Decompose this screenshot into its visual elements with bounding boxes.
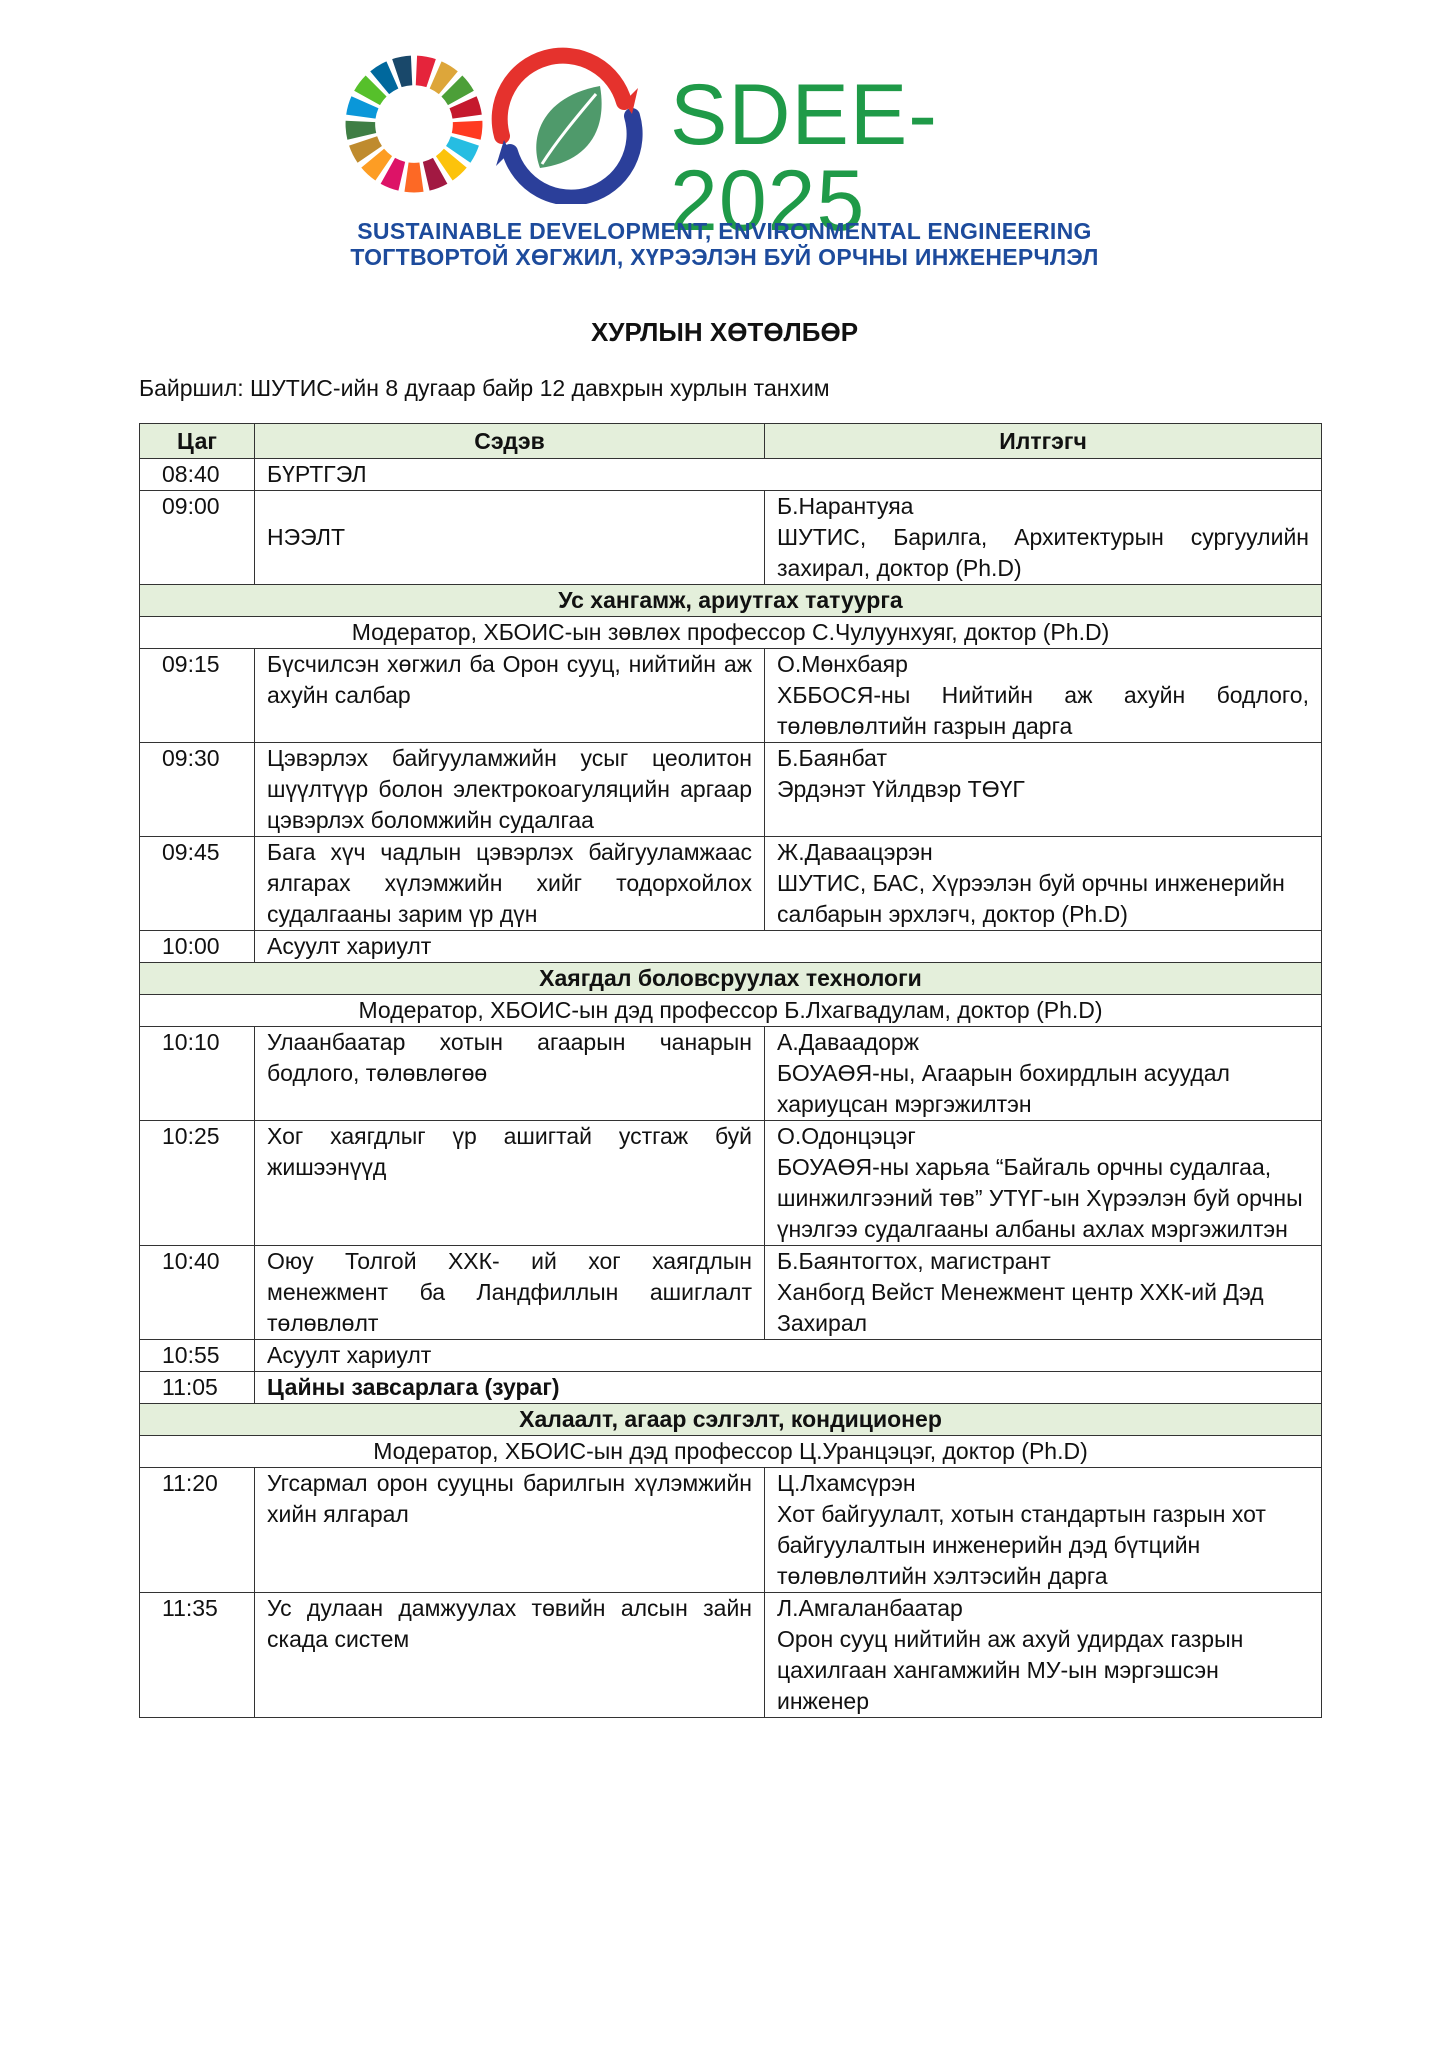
topic-cell: Хог хаягдлыг үр ашигтай устгаж буй жишээнүүд: [255, 1121, 765, 1246]
moderator-row: [140, 1436, 1322, 1468]
topic-cell: Угсармал орон сууцны барилгын хүлэмжийн хийн ялгарал: [255, 1468, 765, 1593]
talk-row: [140, 1593, 1322, 1718]
topic-cell: НЭЭЛТ: [255, 491, 765, 585]
time-cell: 10:10: [140, 1027, 255, 1121]
time-cell: 10:25: [140, 1121, 255, 1246]
speaker-name: Б.Нарантуяа: [777, 493, 914, 519]
brand-title: SDEE-2025: [670, 67, 938, 249]
tagline-english: SUSTAINABLE DEVELOPMENT, ENVIRONMENTAL ENGINEERING: [357, 218, 1092, 244]
speaker-name: А.Даваадорж: [777, 1029, 920, 1055]
talk-row: [140, 1027, 1322, 1121]
speaker-name: Л.Амгаланбаатар: [777, 1595, 963, 1621]
time-cell: 10:55: [140, 1340, 255, 1372]
sdg-wheel-segment: [346, 121, 377, 140]
topic-cell: Оюу Толгой ХХК- ий хог хаягдлын менежмент ба Ландфиллын ашиглалт төлөвлөлт: [255, 1246, 765, 1340]
column-header-topic: Сэдэв: [255, 424, 765, 459]
speaker-name: Ц.Лхамсүрэн: [777, 1470, 916, 1496]
opening-row: [140, 491, 1322, 585]
talk-row: [140, 1121, 1322, 1246]
sdg-wheel-segment: [404, 162, 423, 192]
topic-cell: БҮРТГЭЛ: [255, 459, 1322, 491]
time-cell: 09:30: [140, 743, 255, 837]
leaf-hands-icon: [482, 44, 650, 204]
speaker-cell: [765, 649, 1322, 743]
session-title-row: [140, 1404, 1322, 1436]
speaker-cell: [765, 1593, 1322, 1718]
topic-cell: Цэвэрлэх байгууламжийн усыг цеолитон шүүлтүүр болон электрокоагуляцийн аргаар цэвэрлэх боломжийн судалгаа: [255, 743, 765, 837]
speaker-name: Ж.Даваацэрэн: [777, 839, 933, 865]
document-title: ХУРЛЫН ХӨТӨЛБӨР: [590, 317, 859, 347]
speaker-role: БОУАӨЯ-ны, Агаарын бохирдлын асуудал хариуцсан мэргэжилтэн: [777, 1060, 1230, 1117]
speaker-cell: [765, 837, 1322, 931]
talk-row: [140, 649, 1322, 743]
speaker-role: Орон сууц нийтийн аж ахуй удирдах газрын цахилгаан хангамжийн МУ-ын мэргэшсэн инженер: [777, 1626, 1244, 1714]
session-title: Хаягдал боловсруулах технологи: [140, 963, 1322, 995]
speaker-name: Б.Баянбат: [777, 745, 887, 771]
time-cell: 11:35: [140, 1593, 255, 1718]
speaker-role: Ханбогд Вейст Менежмент центр ХХК-ий Дэд Захирал: [777, 1279, 1264, 1336]
speaker-cell: [765, 1468, 1322, 1593]
topic-cell: Бага хүч чадлын цэвэрлэх байгууламжаас ялгарах хүлэмжийн хийг тодорхойлох судалгааны зарим үр дүн: [255, 837, 765, 931]
talk-row: [140, 837, 1322, 931]
sdg-wheel-icon: [340, 50, 488, 198]
time-cell: 09:00: [140, 491, 255, 585]
column-header-time: Цаг: [140, 424, 255, 459]
talk-row: [140, 1468, 1322, 1593]
topic-cell: Бүсчилсэн хөгжил ба Орон сууц, нийтийн аж ахуйн салбар: [255, 649, 765, 743]
column-header-speaker: Илтгэгч: [765, 424, 1322, 459]
moderator-row: [140, 995, 1322, 1027]
table-header-row: [140, 424, 1322, 459]
break-row: [140, 1372, 1322, 1404]
moderator-cell: Модератор, ХБОИС-ын зөвлөх профессор С.Чулуунхуяг, доктор (Ph.D): [140, 617, 1322, 649]
programme-table: [139, 423, 1322, 1718]
tagline-mongolian: ТОГТВОРТОЙ ХӨГЖИЛ, ХҮРЭЭЛЭН БУЙ ОРЧНЫ ИНЖЕНЕРЧЛЭЛ: [350, 244, 1099, 270]
speaker-name: О.Одонцэцэг: [777, 1123, 916, 1149]
time-cell: 10:40: [140, 1246, 255, 1340]
qa-label: Асуулт хариулт: [255, 1340, 1322, 1372]
speaker-name: Б.Баянтогтох, магистрант: [777, 1248, 1051, 1274]
speaker-role: БОУАӨЯ-ны харьяа “Байгаль орчны судалгаа, шинжилгээний төв” УТҮГ-ын Хүрээлэн буй орчны үнэлгээ судалгааны албаны ахлах мэргэжилтэн: [777, 1154, 1303, 1242]
speaker-cell: [765, 1246, 1322, 1340]
speaker-cell: [765, 491, 1322, 585]
time-cell: 08:40: [140, 459, 255, 491]
break-label: Цайны завсарлага (зураг): [255, 1372, 1322, 1404]
registration-row: [140, 459, 1322, 491]
time-cell: 09:45: [140, 837, 255, 931]
topic-cell: Ус дулаан дамжуулах төвийн алсын зайн скада систем: [255, 1593, 765, 1718]
qa-row: [140, 1340, 1322, 1372]
topic-cell: Улаанбаатар хотын агаарын чанарын бодлого, төлөвлөгөө: [255, 1027, 765, 1121]
speaker-role: ШУТИС, Барилга, Архитектурын сургуулийн захирал, доктор (Ph.D): [777, 524, 1309, 581]
speaker-cell: [765, 1121, 1322, 1246]
location-line: Байршил: ШУТИС-ийн 8 дугаар байр 12 давхрын хурлын танхим: [139, 375, 830, 401]
qa-label: Асуулт хариулт: [255, 931, 1322, 963]
moderator-row: [140, 617, 1322, 649]
session-title-row: [140, 585, 1322, 617]
session-title-row: [140, 963, 1322, 995]
speaker-cell: [765, 743, 1322, 837]
moderator-cell: Модератор, ХБОИС-ын дэд профессор Б.Лхагвадулам, доктор (Ph.D): [140, 995, 1322, 1027]
time-cell: 09:15: [140, 649, 255, 743]
time-cell: 11:05: [140, 1372, 255, 1404]
speaker-role: ХББОСЯ-ны Нийтийн аж ахуйн бодлого, төлөвлөлтийн газрын дарга: [777, 682, 1309, 739]
session-title: Халаалт, агаар сэлгэлт, кондиционер: [140, 1404, 1322, 1436]
speaker-role: Эрдэнэт Үйлдвэр ТӨҮГ: [777, 776, 1025, 802]
speaker-role: Хот байгуулалт, хотын стандартын газрын хот байгуулалтын инженерийн дэд бүтцийн төлөвлөлтийн хэлтэсийн дарга: [777, 1501, 1266, 1589]
time-cell: 11:20: [140, 1468, 255, 1593]
qa-row: [140, 931, 1322, 963]
speaker-cell: [765, 1027, 1322, 1121]
session-title: Ус хангамж, ариутгах татуурга: [140, 585, 1322, 617]
time-cell: 10:00: [140, 931, 255, 963]
talk-row: [140, 743, 1322, 837]
speaker-role: ШУТИС, БАС, Хүрээлэн буй орчны инженерийн салбарын эрхлэгч, доктор (Ph.D): [777, 870, 1285, 927]
talk-row: [140, 1246, 1322, 1340]
speaker-name: О.Мөнхбаяр: [777, 651, 908, 677]
moderator-cell: Модератор, ХБОИС-ын дэд профессор Ц.Уранцэцэг, доктор (Ph.D): [140, 1436, 1322, 1468]
sdg-wheel-segment: [452, 121, 483, 140]
